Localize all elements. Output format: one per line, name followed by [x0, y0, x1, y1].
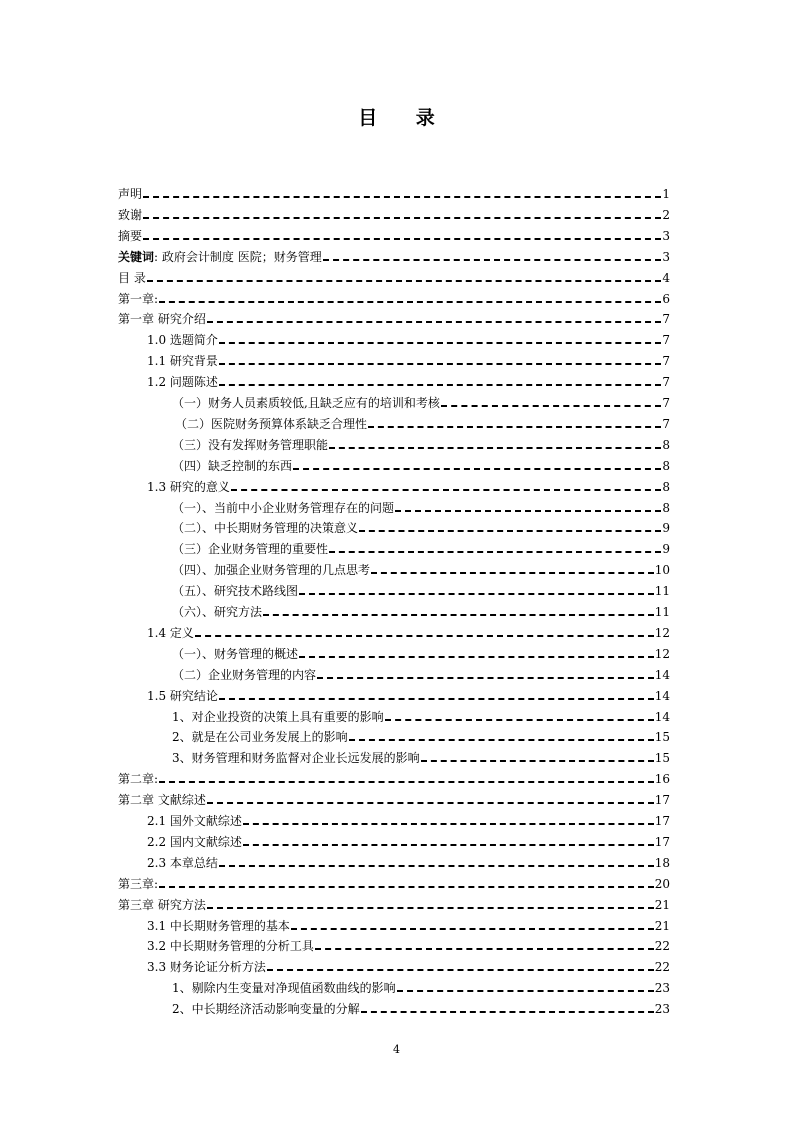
toc-entry[interactable] — [118, 308, 670, 326]
toc-entry-label: 1.2 问题陈述 — [147, 375, 218, 390]
toc-entry[interactable] — [147, 915, 670, 933]
toc-leader — [299, 656, 654, 658]
toc-entry-label: 3.1 中长期财务管理的基本 — [147, 918, 290, 933]
toc-entry[interactable] — [118, 873, 670, 891]
toc-leader — [359, 530, 661, 532]
toc-leader — [159, 886, 654, 888]
toc-entry[interactable] — [118, 288, 670, 306]
toc-entry-label: 致谢 — [118, 207, 143, 222]
toc-entry[interactable] — [147, 476, 670, 494]
toc-entry-label: 1.0 选题简介 — [147, 333, 218, 348]
toc-entry[interactable] — [172, 392, 670, 410]
toc-leader — [207, 802, 654, 804]
toc-entry-label: 目 录 — [118, 270, 146, 285]
toc-entry-page: 17 — [654, 834, 670, 849]
toc-entry-page: 1 — [662, 187, 670, 201]
toc-entry-label: 1.5 研究结论 — [147, 688, 218, 703]
toc-leader — [219, 342, 661, 344]
toc-entry-page: 22 — [654, 960, 670, 975]
toc-entry-page: 10 — [654, 563, 670, 578]
toc-entry[interactable] — [118, 204, 670, 222]
toc-entry-page: 3 — [662, 249, 670, 264]
toc-entry[interactable] — [118, 768, 670, 786]
toc-entry[interactable] — [172, 497, 670, 515]
toc-leader — [219, 384, 661, 386]
toc-entry-label: 第三章 研究方法 — [118, 897, 206, 912]
toc-leader — [231, 489, 661, 491]
toc-entry-label: （五）、研究技术路线图 — [172, 584, 299, 599]
toc-entry[interactable] — [172, 643, 670, 661]
toc-entry-label: （二）、中长期财务管理的决策意义 — [172, 521, 359, 536]
toc-entry[interactable] — [172, 455, 670, 473]
toc-entry-page: 3 — [662, 228, 670, 243]
page-number: 4 — [393, 1043, 400, 1056]
toc-leader — [293, 468, 661, 470]
toc-entry[interactable] — [172, 538, 670, 556]
toc-entry[interactable] — [147, 350, 670, 368]
toc-leader — [317, 677, 654, 679]
toc-entry-page: 7 — [662, 354, 670, 369]
toc-entry[interactable] — [172, 517, 670, 535]
toc-leader — [219, 865, 654, 867]
toc-entry-label: 2.3 本章总结 — [147, 855, 218, 870]
toc-entry-label: 第三章: — [118, 876, 159, 891]
toc-entry-page: 18 — [654, 855, 670, 870]
toc-leader — [395, 510, 661, 512]
toc-entry-page: 22 — [654, 939, 670, 954]
toc-entry-label: 2.1 国外文献综述 — [147, 814, 242, 828]
toc-entry-page: 12 — [654, 625, 670, 640]
toc-entry-page: 8 — [662, 479, 670, 494]
toc-entry-page: 14 — [654, 709, 670, 724]
toc-entry-page: 6 — [662, 291, 670, 306]
toc-entry[interactable] — [147, 685, 670, 703]
toc-leader — [299, 593, 654, 595]
toc-entry-label: 3、财务管理和财务监督对企业长远发展的影响 — [172, 751, 420, 766]
toc-entry-page: 15 — [654, 751, 670, 766]
toc-entry-label: 3.2 中长期财务管理的分析工具 — [147, 939, 314, 954]
toc-entry-page: 11 — [654, 605, 670, 619]
toc-entry-label: 1.3 研究的意义 — [147, 479, 230, 494]
toc-entry-page: 15 — [654, 730, 670, 745]
toc-entry[interactable] — [172, 747, 670, 765]
toc-entry-label: （二）企业财务管理的内容 — [172, 667, 317, 682]
page-title: 目 录 — [358, 107, 451, 129]
toc-entry-label: （四）、加强企业财务管理的几点思考 — [172, 563, 371, 578]
toc-entry-label: 第二章: — [118, 772, 159, 787]
toc-entry-page: 2 — [662, 207, 670, 222]
toc-entry-page: 8 — [662, 437, 670, 452]
toc-entry-label: 2.2 国内文献综述 — [147, 834, 242, 849]
toc-leader — [361, 1011, 654, 1013]
toc-entry[interactable] — [172, 726, 670, 744]
toc-entry[interactable] — [172, 559, 670, 577]
toc-entry-page: 9 — [662, 542, 670, 557]
toc-entry[interactable] — [172, 706, 670, 724]
toc-entry[interactable] — [172, 977, 670, 995]
toc-entry[interactable] — [147, 329, 670, 347]
toc-leader — [159, 781, 654, 783]
toc-leader — [368, 426, 661, 428]
toc-entry[interactable] — [175, 413, 670, 431]
toc-entry-page: 23 — [654, 1002, 670, 1017]
toc-entry-page: 7 — [662, 416, 670, 431]
toc-leader — [219, 363, 661, 365]
toc-entry[interactable] — [147, 831, 670, 849]
toc-leader — [207, 907, 654, 909]
toc-entry-label: 1.1 研究背景 — [147, 354, 218, 369]
toc-entry-label: （一）、当前中小企业财务管理存在的问题 — [172, 500, 395, 515]
toc-entry[interactable] — [172, 601, 670, 619]
toc-entry[interactable] — [172, 434, 670, 452]
toc-entry-label: （三）没有发挥财务管理职能 — [172, 437, 329, 452]
toc-leader — [195, 635, 654, 637]
toc-entry-page: 7 — [662, 312, 670, 327]
toc-entry-label: 第一章: — [118, 291, 159, 306]
toc-entry[interactable] — [118, 267, 670, 285]
toc-entry-label: （一）财务人员素质较低,且缺乏应有的培训和考核 — [172, 396, 440, 410]
toc-entry[interactable] — [147, 852, 670, 870]
toc-entry-label: 1、剔除内生变量对净现值函数曲线的影响 — [172, 981, 396, 996]
toc-entry-label: 1、对企业投资的决策上具有重要的影响 — [172, 709, 384, 724]
toc-entry-page: 23 — [654, 981, 670, 996]
toc-leader — [397, 990, 654, 992]
toc-entry[interactable] — [147, 622, 670, 640]
toc-entry-page: 20 — [654, 876, 670, 891]
toc-leader — [263, 614, 654, 616]
toc-leader — [147, 280, 662, 282]
toc-entry-page: 8 — [662, 500, 670, 515]
toc-leader — [323, 259, 662, 261]
toc-leader — [159, 301, 661, 303]
toc-entry-page: 14 — [654, 688, 670, 703]
toc-leader — [243, 844, 654, 846]
toc-entry-page: 9 — [662, 521, 670, 536]
toc-entry-page: 12 — [654, 646, 670, 661]
toc-entry-label: （二）医院财务预算体系缺乏合理性 — [175, 416, 368, 431]
toc-entry-page: 17 — [654, 793, 670, 808]
toc-leader — [243, 823, 654, 825]
toc-entry-page: 14 — [654, 667, 670, 682]
toc-entry-label: （一）、财务管理的概述 — [172, 646, 299, 661]
toc-leader — [291, 928, 654, 930]
toc-leader — [143, 238, 661, 240]
toc-entry[interactable] — [118, 183, 670, 201]
toc-entry-page: 7 — [662, 375, 670, 390]
toc-entry[interactable] — [147, 935, 670, 953]
toc-leader — [267, 969, 654, 971]
toc-entry-label: （六）、研究方法 — [172, 605, 263, 619]
toc-entry-page: 4 — [662, 270, 670, 285]
toc-entry-label: 2、就是在公司业务发展上的影响 — [172, 730, 348, 745]
toc-entry-page: 17 — [654, 814, 670, 828]
toc-leader — [219, 698, 654, 700]
toc-entry-page: 7 — [662, 396, 670, 410]
toc-entry-label: 1.4 定义 — [147, 625, 194, 640]
toc-entry[interactable] — [147, 810, 670, 828]
toc-entry-label: 关键词: 政府会计制度 医院；财务管理 — [118, 249, 322, 264]
toc-entry-page: 8 — [662, 458, 670, 473]
toc-leader — [207, 321, 662, 323]
toc-entry-label: 3.3 财务论证分析方法 — [147, 960, 266, 975]
toc-entry[interactable] — [118, 225, 670, 243]
toc-entry[interactable] — [118, 894, 670, 912]
toc-leader — [329, 551, 661, 553]
toc-leader — [441, 405, 662, 407]
toc-entry-label: 第一章 研究介绍 — [118, 312, 206, 327]
toc-entry-label: 声明 — [118, 187, 143, 201]
toc-entry-label: （四）缺乏控制的东西 — [172, 458, 293, 473]
toc-entry-page: 7 — [662, 333, 670, 348]
toc-leader — [349, 739, 654, 741]
toc-entry[interactable] — [147, 371, 670, 389]
toc-entry-page: 16 — [654, 772, 670, 787]
toc-entry-label: 2、中长期经济活动影响变量的分解 — [172, 1002, 360, 1017]
toc-leader — [143, 217, 661, 219]
toc-entry[interactable] — [118, 246, 670, 264]
toc-entry-label: （三）企业财务管理的重要性 — [172, 542, 329, 557]
toc-entry-page: 11 — [654, 584, 670, 599]
toc-entry-label: 第二章 文献综述 — [118, 793, 206, 808]
toc-entry-label: 摘要 — [118, 228, 143, 243]
toc-entry[interactable] — [147, 956, 670, 974]
toc-entry[interactable] — [118, 789, 670, 807]
toc-leader — [143, 196, 661, 198]
toc-entry-page: 21 — [654, 918, 670, 933]
toc-leader — [421, 760, 654, 762]
toc-entry-page: 21 — [654, 897, 670, 912]
toc-leader — [315, 948, 654, 950]
toc-entry[interactable] — [172, 580, 670, 598]
toc-entry[interactable] — [172, 998, 670, 1016]
toc-leader — [329, 447, 661, 449]
toc-leader — [385, 719, 654, 721]
toc-leader — [371, 572, 654, 574]
toc-entry[interactable] — [172, 664, 670, 682]
